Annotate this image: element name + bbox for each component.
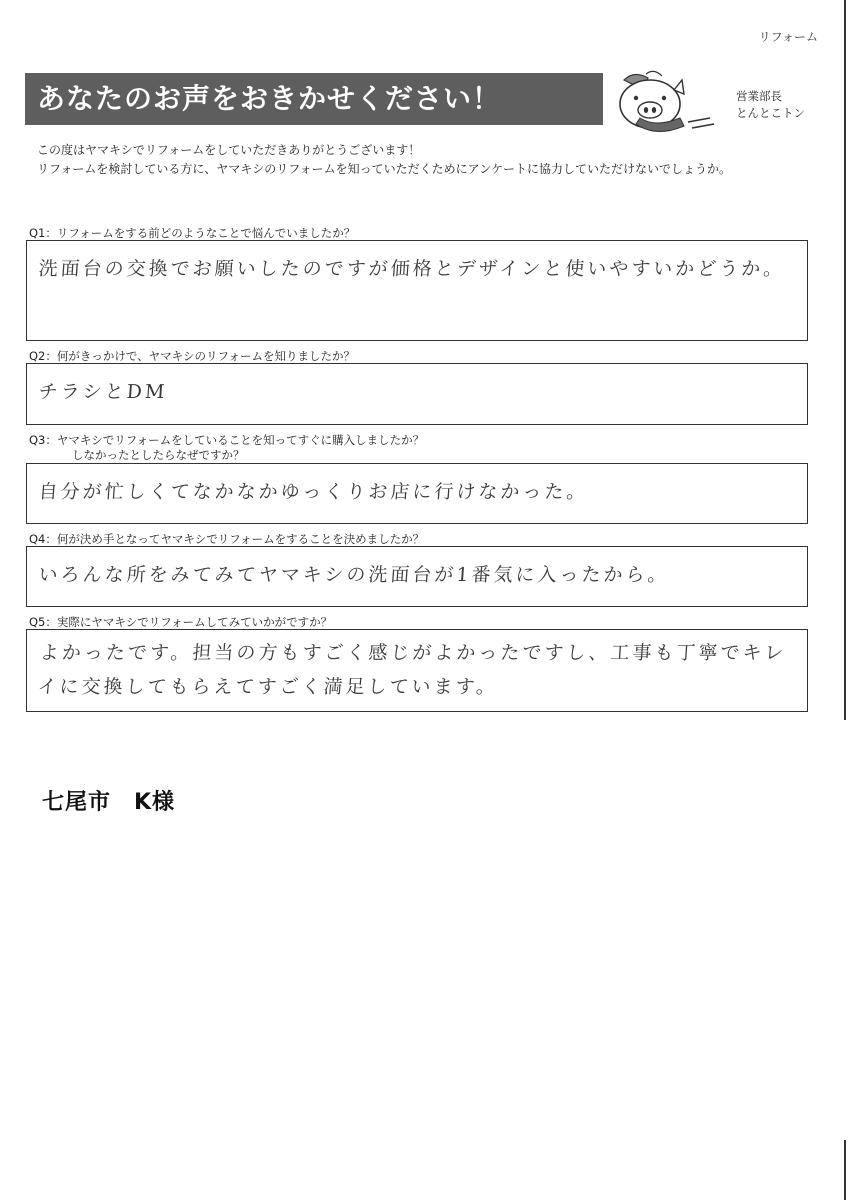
- answer-box-3: [26, 463, 808, 524]
- banner-title: あなたのお声をおきかせください！: [25, 73, 603, 125]
- scan-edge-bottom: [844, 1140, 846, 1200]
- intro-line-1: この度はヤマキシでリフォームをしていただきありがとうございます！: [37, 143, 421, 157]
- answer-box-5: [26, 629, 808, 712]
- answer-3-text: 自分が忙しくてなかなかゆっくりお店に行けなかった。: [37, 481, 590, 503]
- question-5-label: Q5：実際にヤマキシでリフォームしてみていかがですか？: [29, 615, 333, 629]
- question-4-label: Q4：何が決め手となってヤマキシでリフォームをすることを決めましたか？: [29, 532, 425, 546]
- mascot-name: とんとこトン: [736, 106, 805, 120]
- intro-text: [37, 141, 797, 179]
- question-2-label: Q2：何がきっかけで、ヤマキシのリフォームを知りましたか？: [29, 349, 355, 363]
- answer-box-1: [26, 240, 808, 341]
- question-1-label: Q1：リフォームをする前どのようなことで悩んでいましたか？: [29, 226, 356, 240]
- question-3-main: Q3：ヤマキシでリフォームをしていることを知ってすぐに購入しましたか？: [29, 433, 425, 447]
- scan-edge-top: [844, 0, 846, 720]
- pig-mascot-icon: [606, 68, 736, 140]
- question-3-sub: しなかったとしたらなぜですか？: [72, 448, 245, 462]
- answer-2-text: チラシとDM: [37, 381, 169, 403]
- answer-box-2: [26, 363, 808, 425]
- answer-5-text: よかったです。担当の方もすごく感じがよかったですし、工事も丁寧でキレイに交換してもらえてすごく満足しています。: [36, 642, 788, 698]
- answer-1-text: 洗面台の交換でお願いしたのですが価格とデザインと使いやすいかどうか。: [37, 258, 787, 280]
- mascot-caption: [736, 88, 805, 122]
- question-3-label: [29, 433, 424, 463]
- mascot-role: 営業部長: [736, 89, 782, 103]
- answer-box-4: [26, 546, 808, 607]
- answer-4-text: いろんな所をみてみてヤマキシの洗面台が1番気に入ったから。: [37, 564, 671, 586]
- customer-signature: 七尾市 K様: [42, 790, 176, 815]
- intro-line-2: リフォームを検討している方に、ヤマキシのリフォームを知っていただくためにアンケートに協力していただけないでしょうか。: [37, 162, 731, 176]
- category-label: リフォーム: [758, 30, 818, 44]
